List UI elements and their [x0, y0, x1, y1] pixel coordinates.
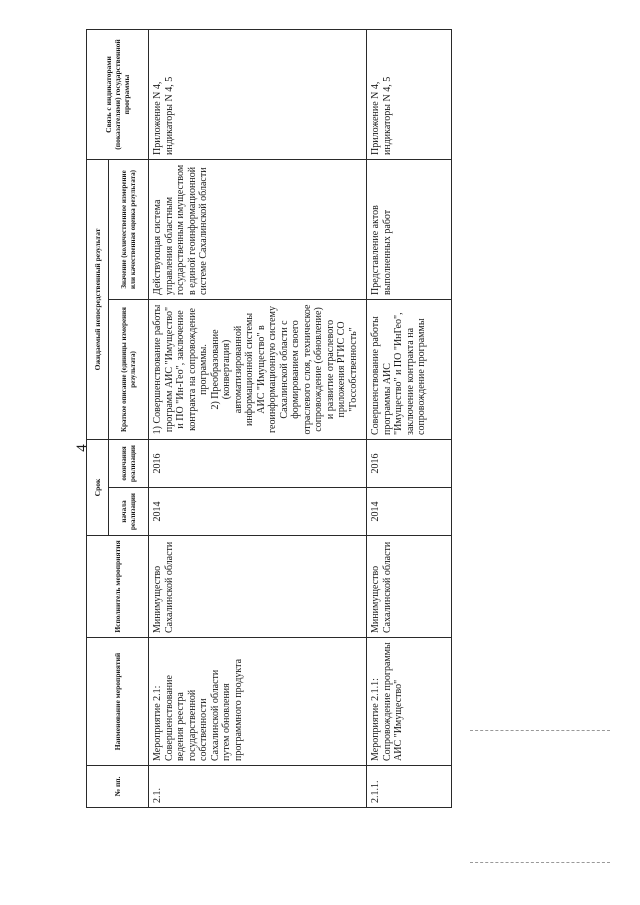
cell-short: Совершенствование работы программы АИС "Имущество" и ПО "ИнГео", заключение контракта на сопровождение программы [367, 299, 452, 439]
cell-name: Мероприятие 2.1: Совершенствование ведения реестра государственной собственности Сахалинской области путем обновления программного продукта [149, 638, 367, 766]
cell-name: Мероприятие 2.1.1: Сопровождение программы АИС "Имущество" [367, 638, 452, 766]
cell-value: Действующая система управления областным государственным имуществом в единой геоинформационной системе Сахалинской области [149, 159, 367, 299]
measures-table [86, 29, 452, 808]
rotated-table [86, 30, 451, 808]
cell-num: 2.1. [149, 766, 367, 808]
cell-end: 2016 [149, 439, 367, 487]
cell-short: 1) Совершенствование работы программ АИС "Имущество" и ПО "Ин-Гео", заключение контракта на сопровождение программы. 2) Преобразование (конвертация) автоматизированной информационной системы АИС "Имущество" в геоинформационную систему Сахалинской области с формированием своего отраслевого слоя, техническое сопровождение (обновление) и развитие отраслевого приложения РГИС СО "Госсобственность" [149, 299, 367, 439]
header-row-1 [87, 29, 109, 807]
header-result: Ожидаемый непосредственный результат [87, 159, 109, 439]
rotated-table-area [86, 30, 451, 808]
header-result-value: Значение (количественное измерение или качественная оценка результата) [109, 159, 149, 299]
page-number: 4 [74, 444, 90, 452]
cell-link: Приложение N 4, индикаторы N 4, 5 [367, 29, 452, 159]
header-num: № пп. [87, 766, 149, 808]
cell-start: 2014 [149, 488, 367, 536]
cell-value: Представление актов выполненных работ [367, 159, 452, 299]
scan-dashed-line [470, 730, 610, 731]
header-result-short: Краткое описание (единицы измерения результата) [109, 299, 149, 439]
cell-executor: Минимущество Сахалинской области [149, 536, 367, 638]
header-term-end: окончания реализации [109, 439, 149, 487]
table-row [367, 29, 452, 807]
cell-link: Приложение N 4, индикаторы N 4, 5 [149, 29, 367, 159]
cell-end: 2016 [367, 439, 452, 487]
cell-num: 2.1.1. [367, 766, 452, 808]
header-link: Связь с индикаторами (показателями) государственной программы [87, 29, 149, 159]
table-row [149, 29, 367, 807]
header-executor: Исполнитель мероприятия [87, 536, 149, 638]
header-term: Срок [87, 439, 109, 535]
cell-executor: Минимущество Сахалинской области [367, 536, 452, 638]
scan-dashed-line [470, 862, 610, 863]
header-name: Наименование мероприятий [87, 638, 149, 766]
header-term-start: начала реализации [109, 488, 149, 536]
cell-start: 2014 [367, 488, 452, 536]
